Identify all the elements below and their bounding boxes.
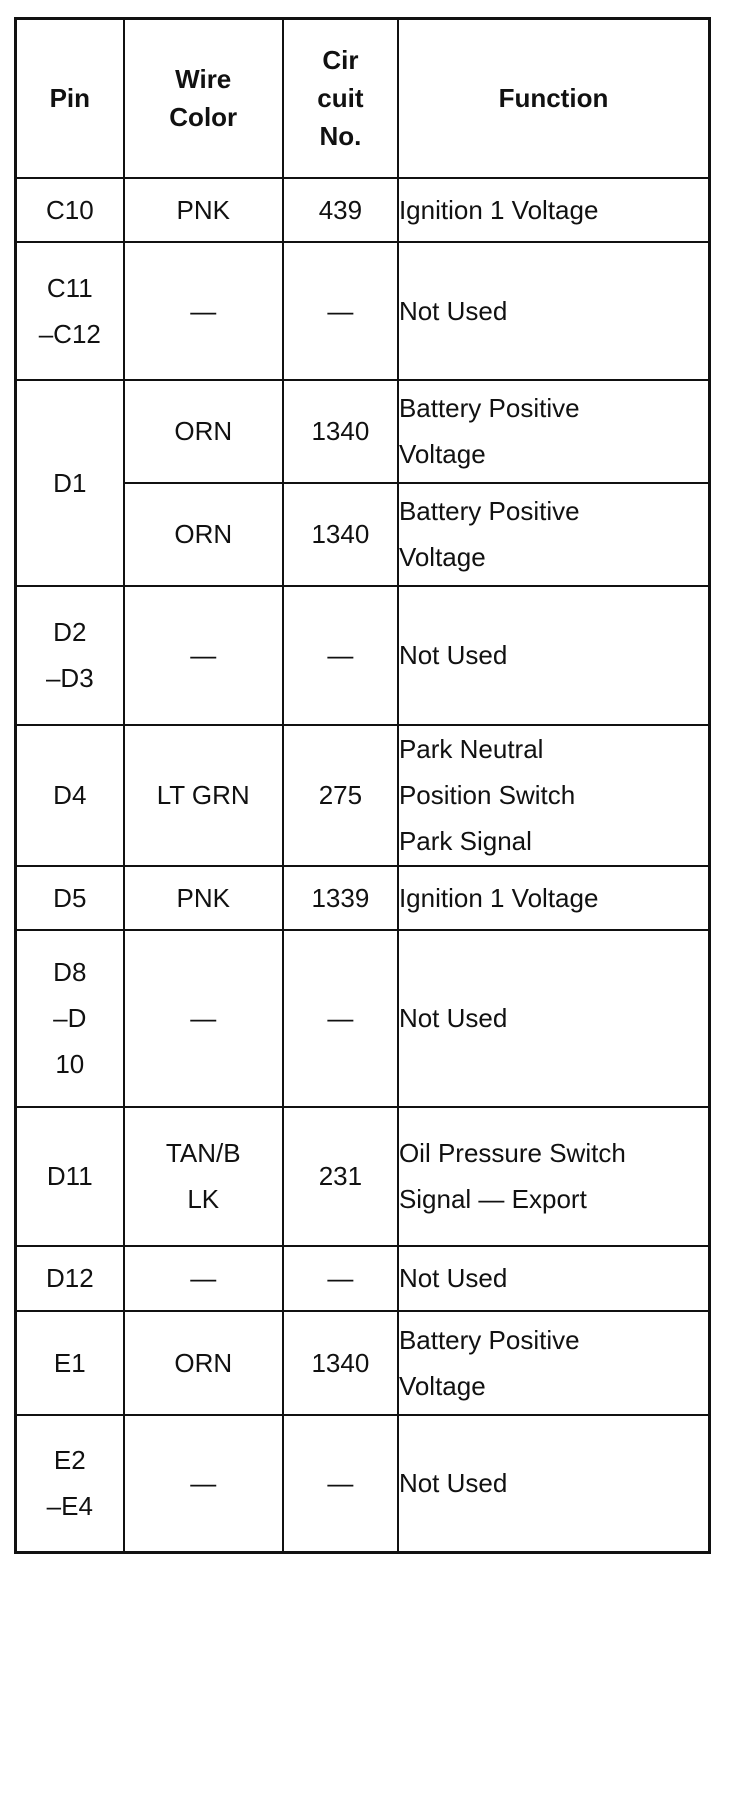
header-function: Function (398, 19, 710, 178)
function-cell: Battery Positive Voltage (398, 380, 710, 483)
function-cell: Battery Positive Voltage (398, 1311, 710, 1415)
table-row (16, 866, 710, 930)
wire-color-cell: ORN (124, 1311, 283, 1415)
pin-cell: C10 (16, 178, 124, 242)
table-row (16, 1415, 710, 1553)
circuit-cell: 1339 (283, 866, 398, 930)
wire-color-cell: — (124, 930, 283, 1107)
pin-cell: D2 –D3 (16, 586, 124, 725)
pin-cell: D11 (16, 1107, 124, 1246)
wire-color-cell: LT GRN (124, 725, 283, 866)
function-cell: Not Used (398, 1415, 710, 1553)
table-row (16, 930, 710, 1107)
function-cell: Not Used (398, 1246, 710, 1311)
pin-cell: D1 (16, 380, 124, 586)
pin-cell: E2 –E4 (16, 1415, 124, 1553)
circuit-cell: — (283, 1246, 398, 1311)
circuit-cell: — (283, 1415, 398, 1553)
circuit-cell: — (283, 586, 398, 725)
table-row (16, 1107, 710, 1246)
wire-color-cell: ORN (124, 380, 283, 483)
connector-pinout-table (14, 17, 711, 1554)
wire-color-cell: TAN/B LK (124, 1107, 283, 1246)
pin-cell: D12 (16, 1246, 124, 1311)
header-pin: Pin (16, 19, 124, 178)
wire-color-cell: — (124, 1246, 283, 1311)
table-row (16, 242, 710, 380)
circuit-cell: 275 (283, 725, 398, 866)
table-row (16, 380, 710, 483)
function-cell: Not Used (398, 930, 710, 1107)
pin-cell: D5 (16, 866, 124, 930)
circuit-cell: — (283, 242, 398, 380)
header-circuit-no: Cir cuit No. (283, 19, 398, 178)
wire-color-cell: PNK (124, 866, 283, 930)
table-row (16, 1311, 710, 1415)
table-header-row (16, 19, 710, 178)
header-wire-color: Wire Color (124, 19, 283, 178)
table-row (16, 586, 710, 725)
circuit-cell: — (283, 930, 398, 1107)
function-cell: Ignition 1 Voltage (398, 178, 710, 242)
table-row (16, 178, 710, 242)
circuit-cell: 1340 (283, 483, 398, 586)
function-cell: Not Used (398, 586, 710, 725)
wire-color-cell: PNK (124, 178, 283, 242)
wire-color-cell: — (124, 586, 283, 725)
function-cell: Not Used (398, 242, 710, 380)
circuit-cell: 439 (283, 178, 398, 242)
function-cell: Ignition 1 Voltage (398, 866, 710, 930)
table-row (16, 725, 710, 866)
function-cell: Oil Pressure Switch Signal — Export (398, 1107, 710, 1246)
wire-color-cell: — (124, 1415, 283, 1553)
pin-cell: E1 (16, 1311, 124, 1415)
circuit-cell: 231 (283, 1107, 398, 1246)
function-cell: Park Neutral Position Switch Park Signal (398, 725, 710, 866)
pin-cell: D4 (16, 725, 124, 866)
wire-color-cell: ORN (124, 483, 283, 586)
function-cell: Battery Positive Voltage (398, 483, 710, 586)
table-row (16, 1246, 710, 1311)
pin-cell: D8 –D 10 (16, 930, 124, 1107)
wire-color-cell: — (124, 242, 283, 380)
pin-cell: C11 –C12 (16, 242, 124, 380)
circuit-cell: 1340 (283, 1311, 398, 1415)
circuit-cell: 1340 (283, 380, 398, 483)
